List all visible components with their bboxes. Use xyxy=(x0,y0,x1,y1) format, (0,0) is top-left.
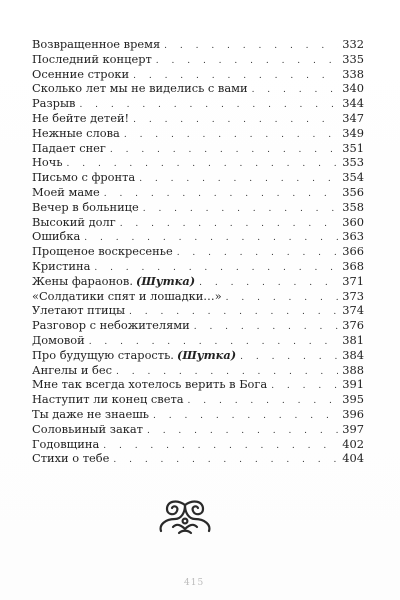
toc-entry-title xyxy=(32,363,116,378)
toc-entry-title-text: Годовщина xyxy=(32,436,100,451)
toc-entry-page: 384 xyxy=(342,347,364,362)
toc-entry-title-text: Возвращенное время xyxy=(32,37,161,51)
toc-entry-page: 344 xyxy=(342,96,364,111)
floral-vignette-icon xyxy=(155,497,215,537)
toc-entry-page: 388 xyxy=(342,362,364,377)
toc-entry-title-text: Последний концерт xyxy=(32,51,152,66)
toc-entry xyxy=(32,363,364,378)
toc-entry-page: 340 xyxy=(342,81,364,96)
toc-entry-title xyxy=(32,274,199,289)
toc-entry-page: 349 xyxy=(342,125,364,140)
dot-leader xyxy=(177,246,338,261)
toc-entry-title-text: «Солдатики спят и лошадки…» xyxy=(32,288,222,303)
toc-entry-title xyxy=(32,215,120,230)
toc-entry xyxy=(32,229,364,244)
toc-entry xyxy=(32,318,364,333)
toc-entry xyxy=(32,170,364,185)
toc-entry-page: 360 xyxy=(342,214,364,229)
dot-leader xyxy=(133,113,338,128)
toc-entry-title xyxy=(32,289,226,304)
toc-entry xyxy=(32,67,364,82)
toc-entry xyxy=(32,377,364,392)
toc-entry xyxy=(32,185,364,200)
toc-entry-page: 396 xyxy=(342,406,364,421)
toc-entry-title-text: Вечер в больнице xyxy=(32,199,139,214)
toc-entry-title xyxy=(32,67,133,82)
toc-entry-title xyxy=(32,126,124,141)
dot-leader xyxy=(124,128,338,143)
toc-entry-page: 347 xyxy=(342,110,364,125)
dot-leader xyxy=(147,424,338,439)
dot-leader xyxy=(84,231,338,246)
toc-entry xyxy=(32,333,364,348)
dot-leader xyxy=(133,69,338,84)
toc-entry xyxy=(32,37,364,52)
toc-entry-page: 376 xyxy=(342,318,364,333)
toc-entry-title-text: Домовой xyxy=(32,332,85,347)
toc-entry-page: 397 xyxy=(342,421,364,436)
toc-entry-page: 368 xyxy=(342,258,364,273)
toc-entry-title xyxy=(32,259,94,274)
toc-entry-page: 358 xyxy=(342,199,364,214)
toc-entry xyxy=(32,141,364,156)
toc-entry-title-text: Прощеное воскресенье xyxy=(32,244,173,259)
toc-entry-page: 395 xyxy=(342,392,364,407)
table-of-contents xyxy=(32,37,364,466)
toc-entry-title xyxy=(32,333,89,348)
dot-leader xyxy=(103,439,338,454)
dot-leader xyxy=(79,98,338,113)
toc-entry-title xyxy=(32,229,84,244)
toc-entry-page: 338 xyxy=(342,66,364,81)
toc-entry-title xyxy=(32,377,271,392)
toc-entry xyxy=(32,81,364,96)
dot-leader xyxy=(143,202,338,217)
toc-entry-title-text: Осенние строки xyxy=(32,66,130,81)
toc-entry-title-text: Не бейте детей! xyxy=(32,110,130,125)
toc-entry xyxy=(32,392,364,407)
toc-entry-page: 363 xyxy=(342,229,364,244)
toc-entry-page: 371 xyxy=(342,273,364,288)
toc-entry-page: 354 xyxy=(342,170,364,185)
toc-entry-title-text: Мне так всегда хотелось верить в Бога xyxy=(32,377,268,392)
toc-entry-page: 353 xyxy=(342,155,364,170)
toc-entry-title xyxy=(32,451,113,466)
toc-entry-title xyxy=(32,244,177,259)
dot-leader xyxy=(67,157,338,172)
toc-entry xyxy=(32,407,364,422)
toc-entry-page: 356 xyxy=(342,184,364,199)
dot-leader xyxy=(113,453,338,468)
toc-entry xyxy=(32,422,364,437)
dot-leader xyxy=(110,143,338,158)
dot-leader xyxy=(156,54,338,69)
toc-entry-title xyxy=(32,111,133,126)
toc-entry-title xyxy=(32,170,139,185)
toc-entry xyxy=(32,111,364,126)
toc-entry-title-text: Ангелы и бес xyxy=(32,362,113,377)
toc-entry xyxy=(32,289,364,304)
toc-entry-title-text: Наступит ли конец света xyxy=(32,392,184,407)
toc-entry-title xyxy=(32,141,110,156)
toc-entry-title-text: Стихи о тебе xyxy=(32,451,110,466)
toc-entry xyxy=(32,348,364,363)
toc-entry xyxy=(32,96,364,111)
dot-leader xyxy=(116,365,338,380)
toc-entry-title xyxy=(32,96,79,111)
toc-entry-title-text: Ночь xyxy=(32,155,63,170)
toc-entry xyxy=(32,155,364,170)
toc-entry-note: (Шутка) xyxy=(135,273,196,288)
toc-entry-title-text: Жены фараонов. xyxy=(32,273,133,288)
toc-entry-title xyxy=(32,52,156,67)
toc-entry xyxy=(32,200,364,215)
dot-leader xyxy=(199,276,338,291)
toc-entry-note: (Шутка) xyxy=(176,347,237,362)
dot-leader xyxy=(164,39,338,54)
toc-entry-title-text: Про будущую старость. xyxy=(32,347,174,362)
toc-entry-title-text: Падает снег xyxy=(32,140,106,155)
toc-entry-page: 373 xyxy=(342,288,364,303)
toc-entry-page: 366 xyxy=(342,244,364,259)
toc-entry-title xyxy=(32,437,103,452)
toc-entry-title xyxy=(32,155,67,170)
toc-entry-page: 402 xyxy=(342,436,364,451)
dot-leader xyxy=(139,172,338,187)
dot-leader xyxy=(188,394,338,409)
dot-leader xyxy=(153,409,338,424)
dot-leader xyxy=(240,350,338,365)
page-number: 415 xyxy=(184,578,205,588)
toc-entry-title xyxy=(32,81,252,96)
toc-entry xyxy=(32,274,364,289)
toc-entry-page: 381 xyxy=(342,332,364,347)
toc-entry-title-text: Письмо с фронта xyxy=(32,170,136,185)
toc-entry-title xyxy=(32,303,129,318)
dot-leader xyxy=(194,320,338,335)
dot-leader xyxy=(89,335,338,350)
dot-leader xyxy=(120,217,338,232)
toc-entry-title-text: Соловьиный закат xyxy=(32,421,143,436)
toc-entry-title xyxy=(32,348,240,363)
toc-entry-title-text: Сколько лет мы не виделись с вами xyxy=(32,81,248,96)
toc-entry xyxy=(32,126,364,141)
toc-entry-title xyxy=(32,422,147,437)
toc-entry-title-text: Моей маме xyxy=(32,184,100,199)
toc-entry xyxy=(32,52,364,67)
toc-entry-title-text: Кристина xyxy=(32,258,91,273)
toc-entry xyxy=(32,244,364,259)
toc-entry-page: 391 xyxy=(342,377,364,392)
toc-entry-title xyxy=(32,200,143,215)
toc-entry-title-text: Высокий долг xyxy=(32,214,116,229)
dot-leader xyxy=(94,261,338,276)
dot-leader xyxy=(226,291,338,306)
toc-entry-page: 374 xyxy=(342,303,364,318)
toc-entry xyxy=(32,215,364,230)
toc-entry xyxy=(32,451,364,466)
dot-leader xyxy=(129,305,338,320)
dot-leader xyxy=(271,379,338,394)
toc-entry-title-text: Ты даже не знаешь xyxy=(32,406,150,421)
toc-entry-title xyxy=(32,407,153,422)
toc-entry-page: 335 xyxy=(342,51,364,66)
toc-entry-title xyxy=(32,185,104,200)
toc-entry xyxy=(32,303,364,318)
toc-entry-title xyxy=(32,37,164,52)
toc-entry-title-text: Улетают птицы xyxy=(32,303,126,318)
toc-entry-title-text: Нежные слова xyxy=(32,125,120,140)
dot-leader xyxy=(252,83,338,98)
toc-entry xyxy=(32,259,364,274)
toc-entry xyxy=(32,437,364,452)
dot-leader xyxy=(104,187,338,202)
toc-entry-title-text: Разговор с небожителями xyxy=(32,318,190,333)
toc-entry-title-text: Ошибка xyxy=(32,229,81,244)
toc-entry-title xyxy=(32,392,188,407)
toc-entry-title-text: Разрыв xyxy=(32,96,76,111)
toc-entry-title xyxy=(32,318,194,333)
toc-entry-page: 351 xyxy=(342,140,364,155)
toc-entry-page: 332 xyxy=(342,37,364,51)
toc-entry-page: 404 xyxy=(342,451,364,466)
